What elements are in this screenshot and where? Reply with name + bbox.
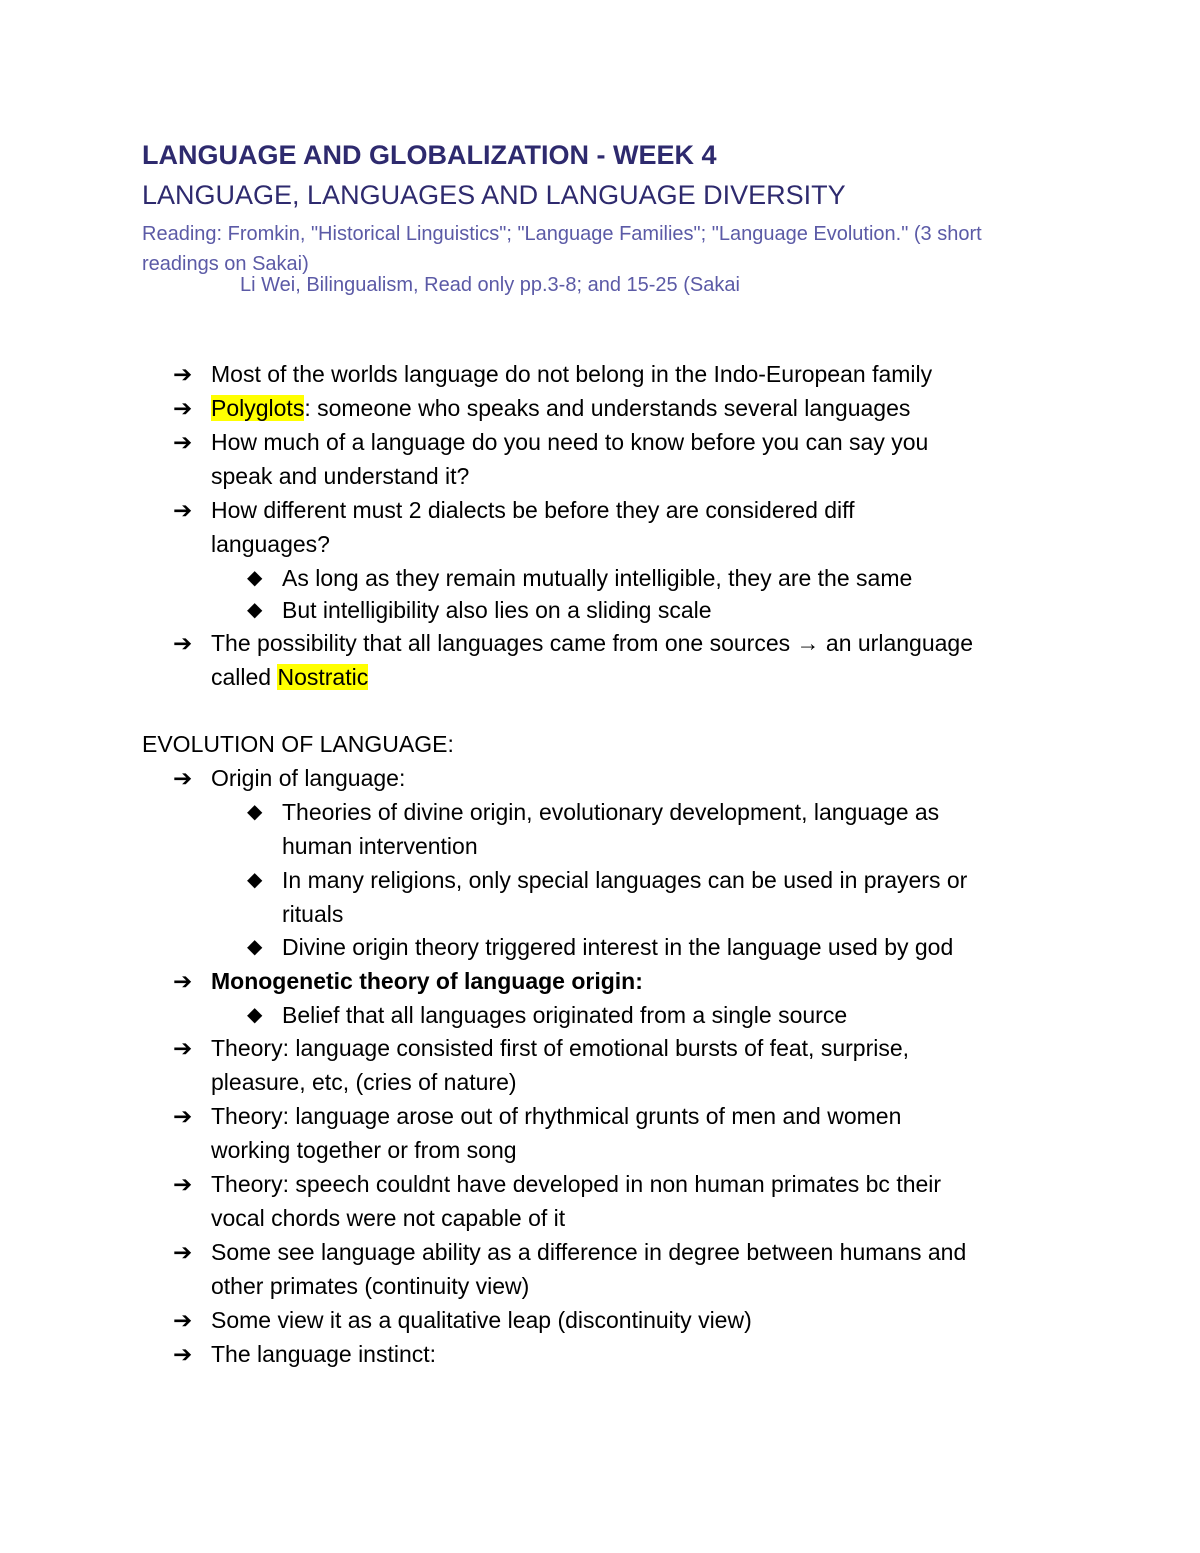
list-item: Theory: speech couldnt have developed in non human primates bc their [211,1171,942,1197]
diamond-bullet-icon: ◆ [247,869,263,891]
list-item-continuation [211,660,368,694]
list-item-continuation: working together or from song [211,1137,517,1163]
arrow-bullet-icon: ➔ [173,497,193,523]
sub-list-item: In many religions, only special languages can be used in prayers or [282,867,968,893]
page-subtitle: LANGUAGE, LANGUAGES AND LANGUAGE DIVERSITY [142,180,846,210]
list-item-text: : someone who speaks and understands several languages [304,395,911,421]
list-item-text: called [211,664,278,690]
diamond-bullet-icon: ◆ [247,599,263,621]
diamond-bullet-icon: ◆ [247,567,263,589]
arrow-bullet-icon: ➔ [173,361,193,387]
list-item: Most of the worlds language do not belong in the Indo-European family [211,361,933,387]
arrow-bullet-icon: ➔ [173,1239,193,1265]
list-item: How different must 2 dialects be before they are considered diff [211,497,855,523]
list-item-continuation: vocal chords were not capable of it [211,1205,566,1231]
arrow-bullet-icon: ➔ [173,765,193,791]
list-item-heading: Monogenetic theory of language origin: [211,968,643,994]
list-item: How much of a language do you need to know before you can say you [211,429,929,455]
sub-list-item-continuation: human intervention [282,833,478,859]
list-item: The language instinct: [211,1341,437,1367]
list-item [211,391,910,425]
list-item: Origin of language: [211,765,406,791]
arrow-bullet-icon: ➔ [173,395,193,421]
section-heading: EVOLUTION OF LANGUAGE: [142,731,454,757]
highlighted-term: Polyglots [211,395,305,421]
diamond-bullet-icon: ◆ [247,801,263,823]
diamond-bullet-icon: ◆ [247,1004,263,1026]
list-item-continuation: languages? [211,531,330,557]
list-item: Theory: language arose out of rhythmical grunts of men and women [211,1103,902,1129]
arrow-bullet-icon: ➔ [173,968,193,994]
sub-list-item: But intelligibility also lies on a sliding scale [282,597,712,623]
reading-note: Reading: Fromkin, "Historical Linguistics"; "Language Families"; "Language Evolution." (3 short readings on Sakai) [142,223,982,275]
highlighted-term: Nostratic [277,664,369,690]
list-item-continuation: other primates (continuity view) [211,1273,530,1299]
arrow-bullet-icon: ➔ [173,1103,193,1129]
arrow-bullet-icon: ➔ [173,630,193,656]
sub-list-item: Theories of divine origin, evolutionary development, language as [282,799,940,825]
list-item: Theory: language consisted first of emotional bursts of feat, surprise, [211,1035,910,1061]
page-title: LANGUAGE AND GLOBALIZATION - WEEK 4 [142,140,717,170]
list-item: Some view it as a qualitative leap (discontinuity view) [211,1307,752,1333]
diamond-bullet-icon: ◆ [247,936,263,958]
list-item-continuation: speak and understand it? [211,463,470,489]
sub-list-item: Belief that all languages originated from a single source [282,1002,848,1028]
sub-list-item: Divine origin theory triggered interest in the language used by god [282,934,954,960]
arrow-bullet-icon: ➔ [173,429,193,455]
arrow-bullet-icon: ➔ [173,1035,193,1061]
arrow-bullet-icon: ➔ [173,1307,193,1333]
reading-note-second: Li Wei, Bilingualism, Read only pp.3-8; and 15-25 (Sakai [240,274,740,296]
list-item: The possibility that all languages came from one sources → an urlanguage [211,630,973,656]
list-item: Some see language ability as a difference in degree between humans and [211,1239,967,1265]
arrow-bullet-icon: ➔ [173,1341,193,1367]
list-item-continuation: pleasure, etc, (cries of nature) [211,1069,517,1095]
sub-list-item: As long as they remain mutually intelligible, they are the same [282,565,913,591]
arrow-bullet-icon: ➔ [173,1171,193,1197]
sub-list-item-continuation: rituals [282,901,344,927]
